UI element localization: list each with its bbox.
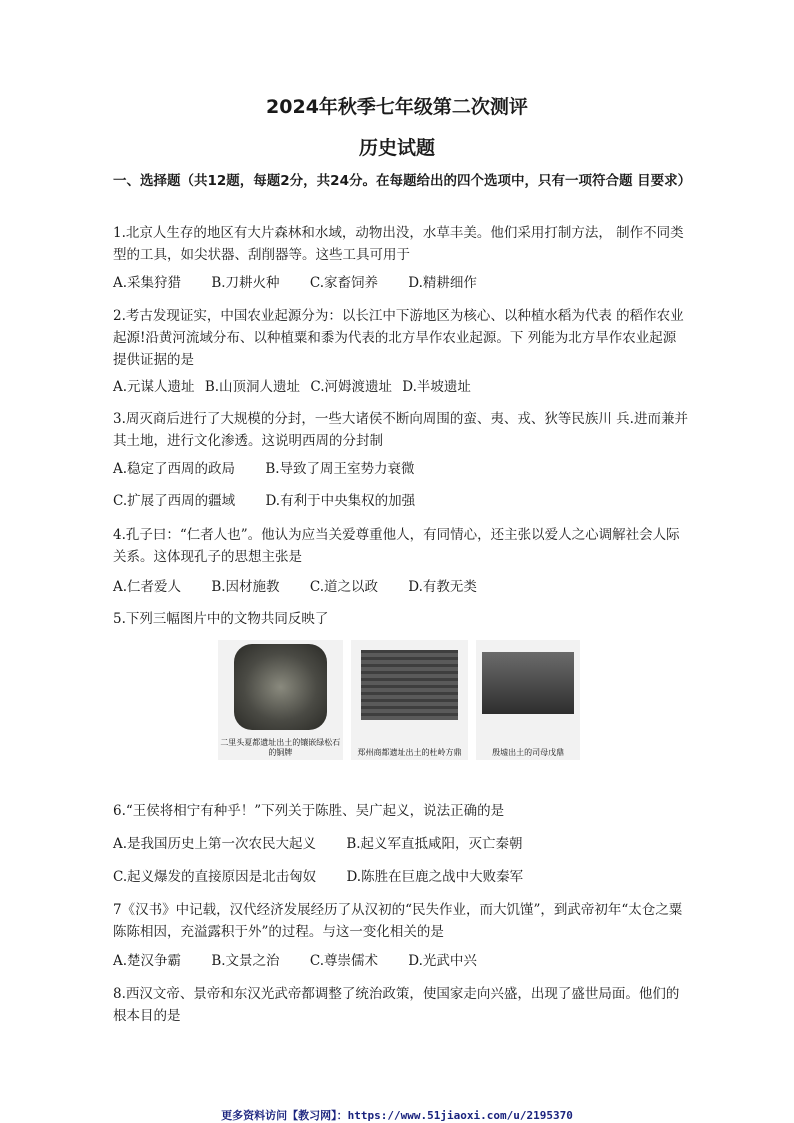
- option-c: C.道之以政: [309, 579, 378, 595]
- footer-link[interactable]: 更多资料访问【教习网】：https://www.51jiaoxi.com/u/2195370: [221, 1109, 573, 1122]
- option-a: A.元谋人遗址: [113, 379, 195, 395]
- simuwu-ding-image: [482, 652, 574, 714]
- option-a: A.采集狩猎: [113, 275, 182, 291]
- option-c: C.起义爆发的直接原因是北击匈奴: [113, 869, 317, 885]
- question-7-options: [113, 950, 688, 972]
- option-c: C.扩展了西周的疆域: [113, 493, 236, 509]
- option-c: C.尊崇儒术: [309, 953, 378, 969]
- option-b: B.起义军直抵咸阳，灭亡秦朝: [346, 836, 523, 852]
- option-d: D.陈胜在巨鹿之战中大败秦军: [346, 869, 524, 885]
- question-1-stem: 1.北京人生存的地区有大片森林和水域，动物出没，水草丰美。他们采用打制方法， 制作不同类型的工具，如尖状器、刮削器等。这些工具可用于: [113, 225, 684, 263]
- question-3-options-row-2: [113, 490, 688, 512]
- question-7-stem: 7《汉书》中记载，汉代经济发展经历了从汉初的“民失作业，而大饥馑”，到武帝初年“太仓之粟陈陈相因，充溢露积于外”的过程。与这一变化相关的是: [113, 902, 683, 940]
- question-4-options: [113, 576, 688, 598]
- figure-duling-ding: [351, 640, 469, 760]
- option-d: D.有教无类: [408, 579, 477, 595]
- question-3-options-row-1: [113, 458, 688, 480]
- option-a: A.稳定了西周的政局: [113, 461, 236, 477]
- figure-caption: 二里头夏都遗址出土的镶嵌绿松石的铜牌: [220, 738, 341, 757]
- option-d: D.精耕细作: [408, 275, 477, 291]
- option-d: D.光武中兴: [408, 953, 477, 969]
- question-6-options-row-1: [113, 833, 688, 855]
- option-c: C.河姆渡遗址: [310, 379, 392, 395]
- figure-bronze-plaque: [218, 640, 343, 760]
- figure-simuwu-ding: [476, 640, 580, 760]
- option-a: A.楚汉争霸: [113, 953, 182, 969]
- option-d: D.半坡遗址: [402, 379, 471, 395]
- page-title: 2024年秋季七年级第二次测评: [266, 96, 528, 118]
- question-3-stem: 3.周灭商后进行了大规模的分封，一些大诸侯不断向周围的蛮、夷、戎、狄等民族川 兵.进而兼并其土地，进行文化渗透。这说明西周的分封制: [113, 411, 688, 449]
- section-heading: 一、选择题（共12题，每题2分，共24分。在每题给出的四个选项中，只有一项符合题 目要求）: [113, 173, 692, 189]
- question-1-options: [113, 272, 688, 294]
- figure-caption: 殷墟出土的司母戊鼎: [492, 748, 565, 757]
- duling-ding-image: [361, 650, 459, 720]
- option-d: D.有利于中央集权的加强: [265, 493, 416, 509]
- bronze-plaque-image: [234, 644, 327, 730]
- question-6-stem: 6.“王侯将相宁有种乎！”下列关于陈胜、吴广起义，说法正确的是: [113, 803, 505, 819]
- question-8-stem: 8.西汉文帝、景帝和东汉光武帝都调整了统治政策，使国家走向兴盛，出现了盛世局面。他们的根本目的是: [113, 986, 680, 1024]
- option-a: A.仁者爱人: [113, 579, 182, 595]
- option-b: B.因材施教: [211, 579, 280, 595]
- page-subtitle: 历史试题: [358, 137, 435, 159]
- option-b: B.刀耕火种: [211, 275, 280, 291]
- option-b: B.山顶洞人遗址: [204, 379, 301, 395]
- question-4-stem: 4.孔子曰：“仁者人也”。他认为应当关爱尊重他人，有同情心，还主张以爱人之心调解社会人际关系。这体现孔子的思想主张是: [113, 527, 680, 565]
- option-b: B.文景之治: [211, 953, 280, 969]
- question-5-stem: 5.下列三幅图片中的文物共同反映了: [113, 611, 329, 627]
- figure-caption: 郑州商都遗址出土的杜岭方鼎: [357, 748, 462, 757]
- option-c: C.家畜饲养: [309, 275, 378, 291]
- artifact-figures: [218, 640, 580, 760]
- option-a: A.是我国历史上第一次农民大起义: [113, 836, 317, 852]
- question-6-options-row-2: [113, 866, 688, 888]
- question-2-stem: 2.考古发现证实，中国农业起源分为：以长江中下游地区为核心、以种植水稻为代表 的稻作农业起源!沿黄河流域分布、以种植粟和黍为代表的北方旱作农业起源。下 列能为北方旱作农业起源提供证据的是: [113, 308, 684, 368]
- question-2-options: [113, 376, 688, 398]
- option-b: B.导致了周王室势力衰微: [265, 461, 415, 477]
